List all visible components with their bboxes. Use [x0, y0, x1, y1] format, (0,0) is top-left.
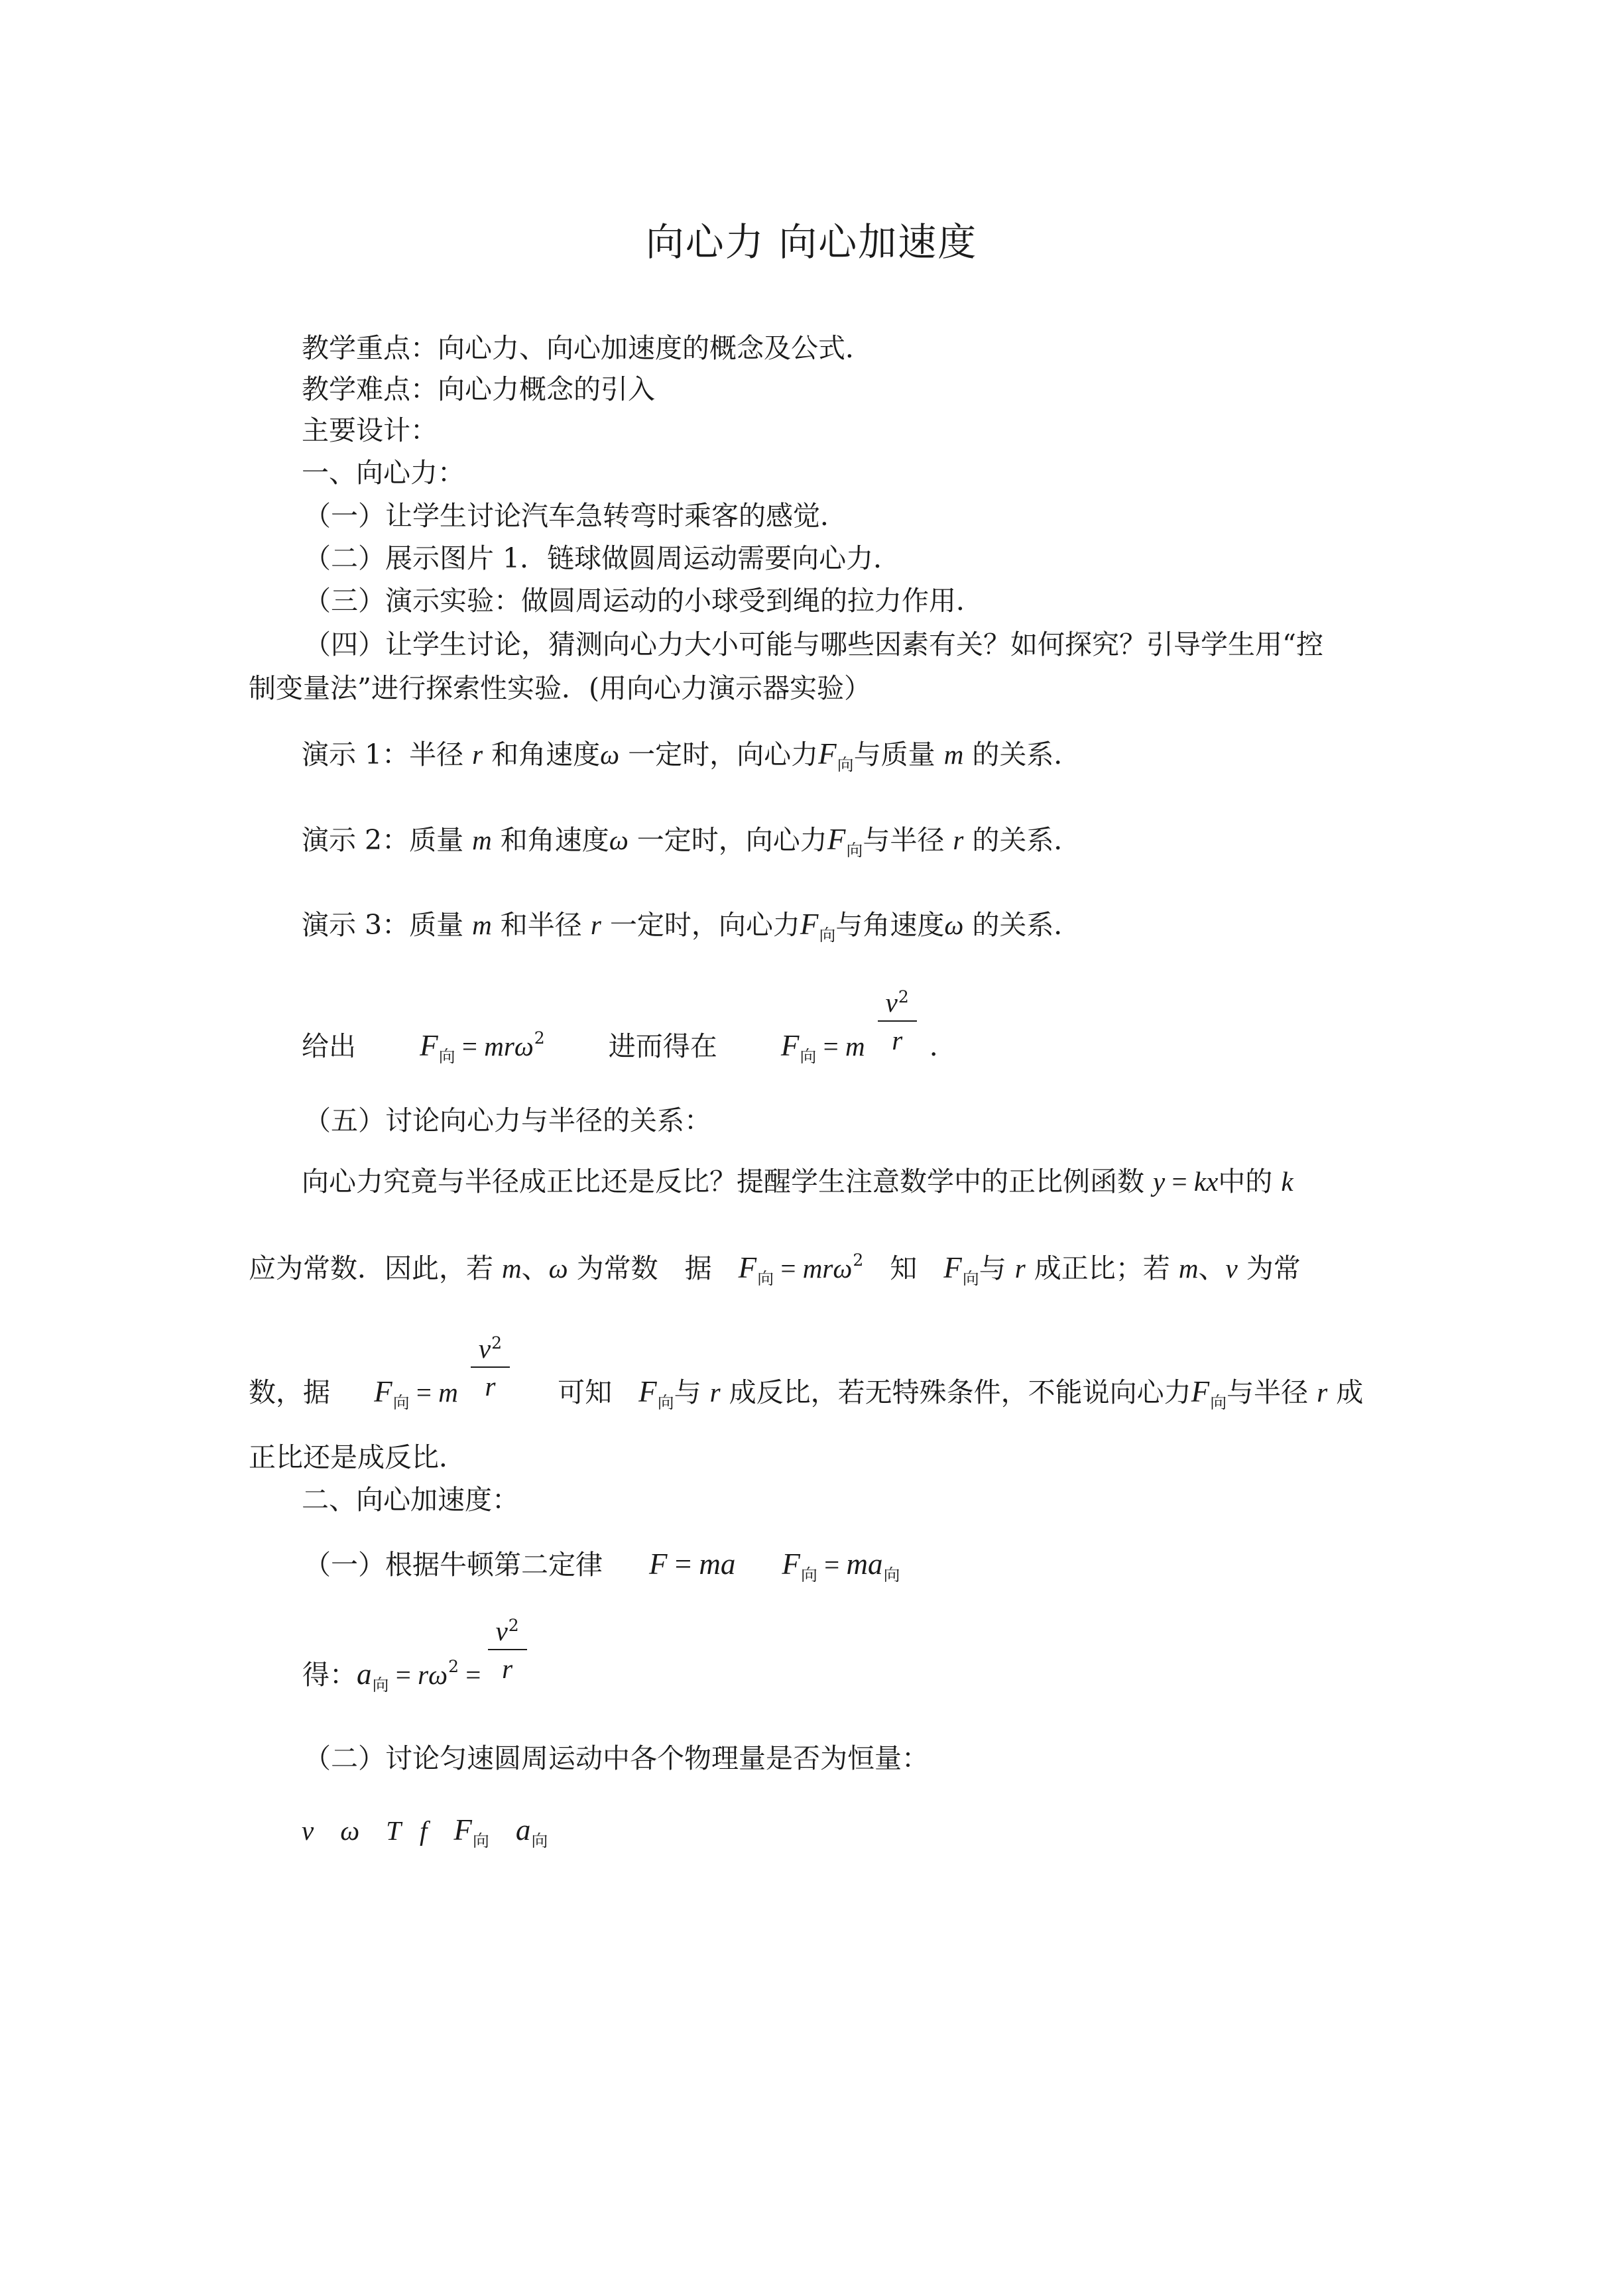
given-formulas: 给出 $F_向 = mr\omega^2$ 进而得在 $F_向 = m$ $\frac{v^2}{r}$ ．: [302, 987, 957, 1066]
item-4-line-2: 制变量法”进行探索性实验．(用向心力演示器实验）: [249, 672, 871, 704]
item-1: （一）让学生讨论汽车急转弯时乘客的感觉．: [304, 500, 847, 532]
teaching-focus: 教学重点：向心力、向心加速度的概念及公式．: [302, 332, 872, 364]
paragraph-line-1: 向心力究竟与半径成正比还是反比？提醒学生注意数学中的正比例函数 y = kx中的 k: [302, 1166, 1293, 1197]
teaching-difficulty: 教学难点：向心力概念的引入: [302, 373, 655, 405]
page-title: 向心力 向心加速度: [645, 219, 978, 265]
paragraph-line-3: 数，据 $F_向 = m$ $\frac{v^2}{r}$ 可知 $F_向$与 r 成反比，若无特殊条件，不能说向心力$F_向$与半径 r 成: [249, 1333, 1364, 1412]
section-heading-2: 二、向心加速度：: [302, 1484, 519, 1516]
main-design: 主要设计：: [302, 414, 438, 446]
quantity-list: v ω T f $F_向$ $a_向$: [302, 1813, 548, 1850]
item-3: （三）演示实验：做圆周运动的小球受到绳的拉力作用．: [304, 585, 983, 617]
demo-1: 演示 1：半径 r 和角速度ω 一定时，向心力$F_向$与质量 m 的关系．: [302, 737, 1081, 774]
newton-second-law: （一）根据牛顿第二定律 F = ma $F_向 = ma_向$: [304, 1547, 900, 1585]
section-heading-1: 一、向心力：: [302, 457, 465, 489]
demo-2: 演示 2：质量 m 和角速度ω 一定时，向心力$F_向$与半径 r 的关系．: [302, 823, 1081, 860]
paragraph-line-2: 应为常数．因此，若 m、ω 为常数 据 $F_向 = mr\omega^2$ 知 $F_向$与 r 成正比；若 m、v 为常: [249, 1250, 1301, 1288]
item-5: （五）讨论向心力与半径的关系：: [304, 1105, 711, 1136]
paragraph-line-4: 正比还是成反比．: [249, 1441, 466, 1473]
demo-3: 演示 3：质量 m 和半径 r 一定时，向心力$F_向$与角速度ω 的关系．: [302, 908, 1081, 945]
item-4-line-1: （四）让学生讨论，猜测向心力大小可能与哪些因素有关？如何探究？引导学生用“控: [304, 629, 1323, 660]
item-2: （二）展示图片 1．链球做圆周运动需要向心力．: [304, 542, 901, 574]
item-6: （二）讨论匀速圆周运动中各个物理量是否为恒量：: [304, 1742, 929, 1774]
acceleration-formula: 得：$a_向 = r\omega^2$ = $\frac{v^2}{r}$: [302, 1618, 531, 1683]
